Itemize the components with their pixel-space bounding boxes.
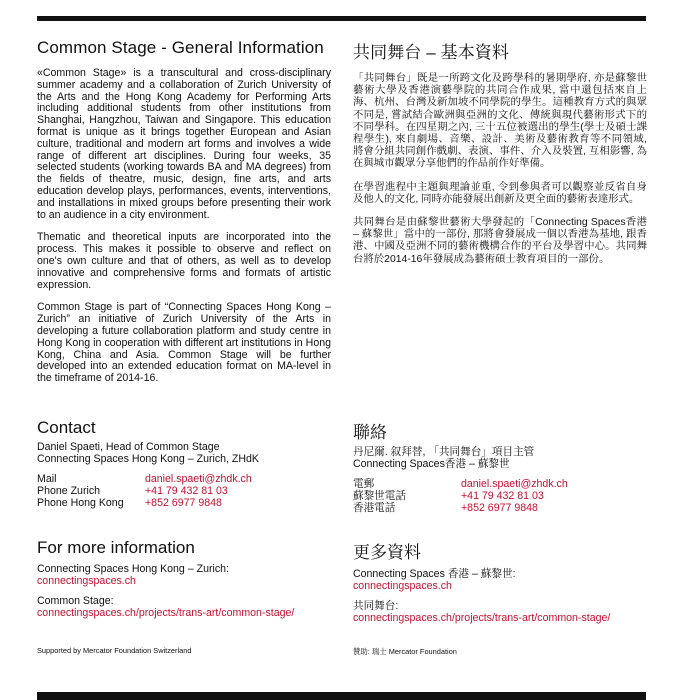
general-info-title-zh: 共同舞台 – 基本資料 xyxy=(353,43,510,62)
sponsor-note-en: Supported by Mercator Foundation Switzerland xyxy=(37,646,192,655)
more-info-en xyxy=(37,538,331,620)
contact-org-zh: Connecting Spaces香港 – 蘇黎世 xyxy=(353,457,510,470)
connecting-spaces-label-en: Connecting Spaces Hong Kong – Zurich: xyxy=(37,563,229,575)
general-paragraph-en-1: «Common Stage» is a transcultural and cross-disciplinary summer academy and a collaboration of Zurich University of the Arts and the Hong Kong Academy for Performing Arts including additional students from other institutions from Shanghai, Hangzhou, Taiwan and Singapore. This education format is unique as it brings together European and Asian culture, traditional and modern art forms and involves a wide range of different art disciplines. During four weeks, 35 selected students (working towards BA and MA degrees) from the fields of theatre, music, design, fine arts, and arts education develop plays, performances, events, interventions, and installations in mixed groups before presenting their work to an audience in a city environment. xyxy=(37,67,331,221)
contact-zh xyxy=(353,418,647,515)
sponsor-note-zh: 贊助: 瑞士 Mercator Foundation xyxy=(353,647,457,656)
general-paragraph-zh-3: 共同舞台是由蘇黎世藝術大學發起的「Connecting Spaces香港 – 蘇黎世」當中的一部份, 那將會發展成一個以香港為基地, 跟香港、中國及亞洲不同的藝術機構合作的平台及學習中心。共同舞台將於2014-16年發展成為藝術碩士教育項目的一部份。 xyxy=(353,217,647,265)
common-stage-link-en[interactable]: connectingspaces.ch/projects/trans-art/common-stage/ xyxy=(37,606,295,619)
mail-link-en[interactable]: daniel.spaeti@zhdk.ch xyxy=(145,472,252,485)
connecting-spaces-link-zh[interactable]: connectingspaces.ch xyxy=(353,579,452,592)
general-paragraph-zh-2: 在學習進程中主題與理論並重, 令到參與者可以觀察並反省自身及他人的文化, 同時亦能發展出創新及更全面的藝術表達形式。 xyxy=(353,181,647,205)
general-paragraph-zh-1: 「共同舞台」既是一所跨文化及跨學科的暑期學府, 亦是蘇黎世藝術大學及香港演藝學院的共同合作成果, 當中還包括來自上海、杭州、台灣及新加坡不同學院的學生。這種教育方式的與眾不同是, 嘗試結合歐洲與亞洲的文化、傳統與現代藝術形式下的不同學科。在四星期之內, 三十五位被選出的學生(學士及碩士課程學生), 來自劇場、音樂、設計、美術及藝術教育等不同領域, 將會分組共同創作戲劇、表演、事件、介入及裝置, 互相影響, 為在與城市觀眾分享他們的作品前作好準備。 xyxy=(353,73,647,170)
phone-hk-label-en: Phone Hong Kong xyxy=(37,496,124,509)
phone-zurich-value-en[interactable]: +41 79 432 81 03 xyxy=(145,484,228,497)
general-paragraph-en-2: Thematic and theoretical inputs are incorporated into the process. This makes it possible to observe and reflect on one's own culture and that of others, as well as to develop innovative and comprehensive forms and formats of artistic expression. xyxy=(37,231,331,291)
contact-en xyxy=(37,418,331,510)
top-rule xyxy=(37,16,646,21)
phone-hk-label-zh: 香港電話 xyxy=(353,501,396,514)
contact-person-en: Daniel Spaeti, Head of Common Stage xyxy=(37,441,220,453)
common-stage-link-zh[interactable]: connectingspaces.ch/projects/trans-art/common-stage/ xyxy=(353,611,611,624)
phone-zurich-label-zh: 蘇黎世電話 xyxy=(353,489,406,502)
connecting-spaces-link-en[interactable]: connectingspaces.ch xyxy=(37,574,136,587)
common-stage-label-zh: 共同舞台: xyxy=(353,599,399,612)
more-info-zh xyxy=(353,538,647,625)
bottom-rule xyxy=(37,692,646,700)
general-info-title-en: Common Stage - General Information xyxy=(37,38,324,57)
more-info-title-en: For more information xyxy=(37,538,195,557)
contact-org-en: Connecting Spaces Hong Kong – Zurich, ZHdK xyxy=(37,452,260,465)
mail-label-en: Mail xyxy=(37,472,57,485)
common-stage-label-en: Common Stage: xyxy=(37,594,114,607)
phone-zurich-value-zh[interactable]: +41 79 432 81 03 xyxy=(461,489,544,502)
contact-title-en: Contact xyxy=(37,418,96,437)
contact-person-zh: 丹尼爾. 叙拜替, 「共同舞台」項目主管 xyxy=(353,446,535,458)
contact-details-zh xyxy=(353,479,647,515)
general-paragraph-en-3: Common Stage is part of “Connecting Spaces Hong Kong – Zurich” an initiative of Zurich University of the Arts in developing a future collaboration platform and study centre in Hong Kong in cooperation with different art institutions in Hong Kong, China and Asia. Common Stage will be further developed into an extended education format on MA-level in the timeframe of 2014-16. xyxy=(37,301,331,385)
mail-link-zh[interactable]: daniel.spaeti@zhdk.ch xyxy=(461,477,568,490)
contact-title-zh: 聯絡 xyxy=(353,423,387,442)
general-info-zh xyxy=(353,38,647,277)
phone-hk-value-en[interactable]: +852 6977 9848 xyxy=(145,496,222,509)
connecting-spaces-label-zh: Connecting Spaces 香港 – 蘇黎世: xyxy=(353,568,516,580)
phone-zurich-label-en: Phone Zurich xyxy=(37,484,101,497)
contact-details-en xyxy=(37,474,331,510)
mail-label-zh: 電郵 xyxy=(353,477,375,490)
more-info-title-zh: 更多資料 xyxy=(353,543,421,562)
phone-hk-value-zh[interactable]: +852 6977 9848 xyxy=(461,501,538,514)
general-info-en xyxy=(37,38,331,396)
